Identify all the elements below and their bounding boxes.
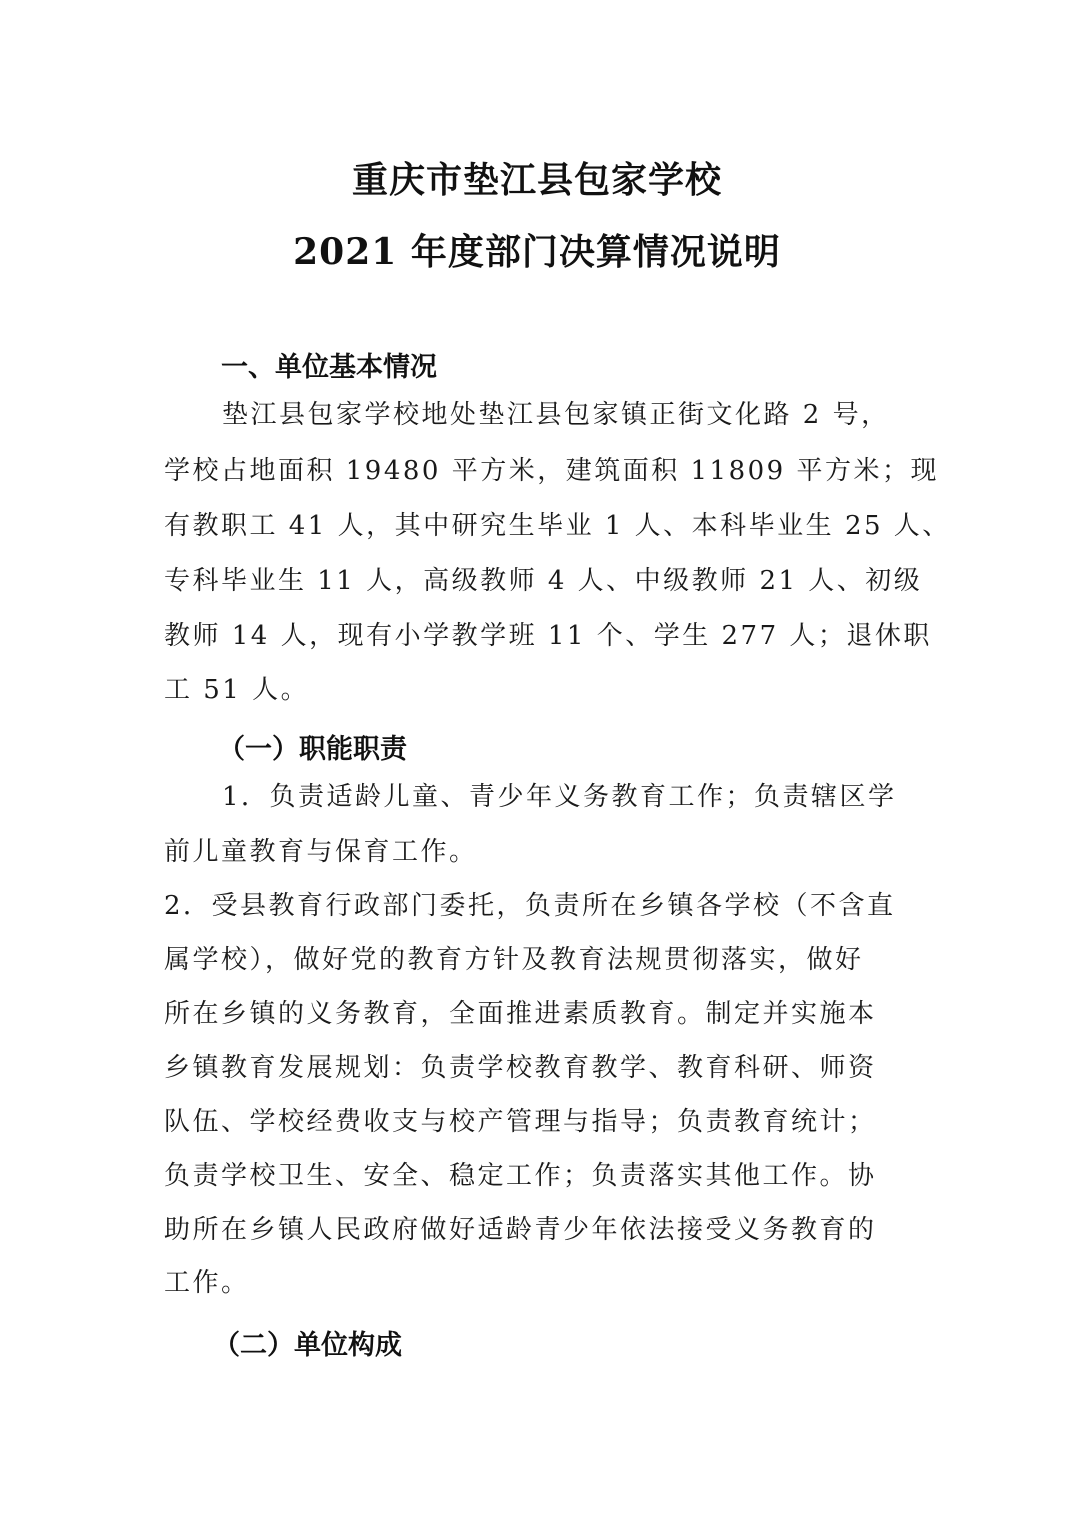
paragraph-line: 学校占地面积 19480 平方米，建筑面积 11809 平方米；现 <box>164 456 939 486</box>
document-title-line-1: 重庆市垫江县包家学校 <box>351 159 722 201</box>
paragraph-line: 教师 14 人，现有小学教学班 11 个、学生 277 人；退休职 <box>164 621 932 651</box>
paragraph-line: 助所在乡镇人民政府做好适龄青少年依法接受义务教育的 <box>164 1215 877 1245</box>
paragraph-line: 所在乡镇的义务教育，全面推进素质教育。制定并实施本 <box>164 999 877 1029</box>
paragraph-line: 属学校），做好党的教育方针及教育法规贯彻落实，做好 <box>164 945 864 975</box>
paragraph-line: 专科毕业生 11 人，高级教师 4 人、中级教师 21 人、初级 <box>164 566 923 596</box>
paragraph-line: 乡镇教育发展规划：负责学校教育教学、教育科研、师资 <box>164 1053 877 1083</box>
document-title-line-2: 2021 年度部门决算情况说明 <box>293 231 781 273</box>
paragraph-line: 1．负责适龄儿童、青少年义务教育工作；负责辖区学 <box>222 782 897 812</box>
paragraph-line: 有教职工 41 人，其中研究生毕业 1 人、本科毕业生 25 人、 <box>164 511 951 541</box>
paragraph-line: 前儿童教育与保育工作。 <box>164 837 478 867</box>
paragraph-line: 负责学校卫生、安全、稳定工作；负责落实其他工作。协 <box>164 1161 877 1191</box>
paragraph-line: 2．受县教育行政部门委托，负责所在乡镇各学校（不含直 <box>164 891 896 921</box>
subsection-heading-composition: （二）单位构成 <box>213 1330 402 1361</box>
paragraph-line: 垫江县包家学校地处垫江县包家镇正街文化路 2 号， <box>222 400 890 430</box>
subsection-heading-duties: （一）职能职责 <box>218 734 407 765</box>
section-heading-basic-info: 一、单位基本情况 <box>221 352 437 383</box>
paragraph-line: 队伍、学校经费收支与校产管理与指导；负责教育统计； <box>164 1107 877 1137</box>
paragraph-line: 工 51 人。 <box>164 675 310 705</box>
paragraph-line: 工作。 <box>164 1268 250 1298</box>
